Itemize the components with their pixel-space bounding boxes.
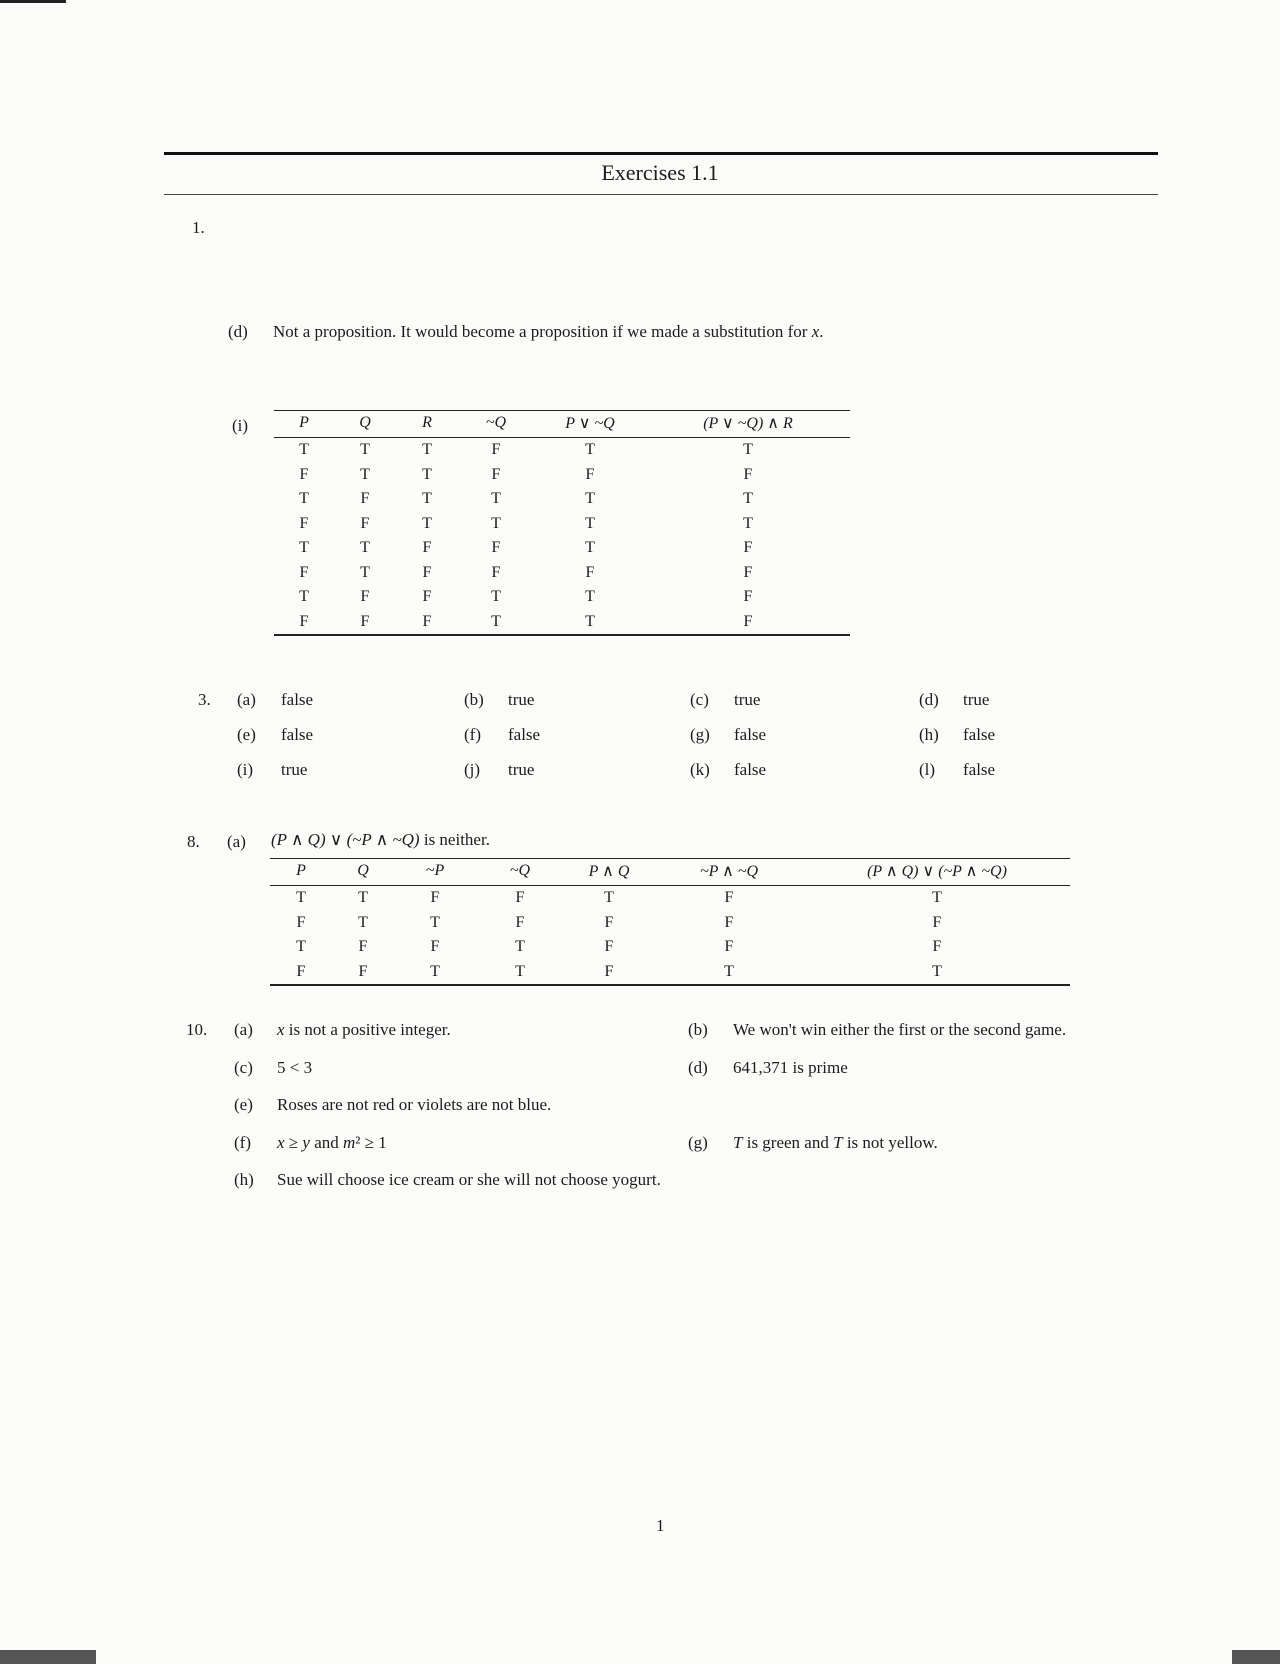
table-cell: F xyxy=(932,913,942,931)
table-cell: T xyxy=(534,610,646,636)
table-cell: T xyxy=(422,441,432,459)
table-cell: T xyxy=(360,539,370,557)
table-cell: T xyxy=(299,539,309,557)
table-cell: F xyxy=(299,514,309,532)
table-cell: F xyxy=(332,960,394,986)
table-row xyxy=(270,886,1070,911)
table-row xyxy=(270,911,1070,936)
table-cell: T xyxy=(491,514,501,532)
table-cell: T xyxy=(296,938,306,956)
table-cell: F xyxy=(422,539,432,557)
table-cell: F xyxy=(932,938,942,956)
answer-text: Sue will choose ice cream or she will not choose yogurt. xyxy=(277,1170,661,1189)
answer-label: (a) xyxy=(237,690,256,709)
answer-text: x ≥ y and m² ≥ 1 xyxy=(277,1133,387,1152)
header-rule-bottom xyxy=(164,194,1158,195)
header-cell: P ∨ ~Q xyxy=(534,411,646,438)
table-cell: T xyxy=(585,441,595,459)
table-row xyxy=(274,512,850,537)
answer-label: (f) xyxy=(234,1133,251,1152)
table-cell: F xyxy=(743,539,753,557)
table-cell: F xyxy=(515,889,525,907)
table-cell: F xyxy=(585,563,595,581)
answer-label: (f) xyxy=(464,725,481,744)
scan-mark-bottom-left xyxy=(0,1650,96,1664)
table-cell: T xyxy=(804,960,1070,986)
table-cell: F xyxy=(491,563,501,581)
table-cell: F xyxy=(422,588,432,606)
answer-value: false xyxy=(508,725,541,744)
table-cell: F xyxy=(430,889,440,907)
table-cell: F xyxy=(360,588,370,606)
table-cell: T xyxy=(360,563,370,581)
table-cell: F xyxy=(274,610,334,636)
answer-label: (e) xyxy=(234,1095,253,1114)
answer-value: true xyxy=(508,760,535,779)
table-cell: T xyxy=(932,889,942,907)
scan-mark-bottom-right xyxy=(1232,1650,1280,1664)
table-cell: T xyxy=(296,889,306,907)
problem-1-d-label: (d) xyxy=(228,322,248,341)
truth-table-8a-header xyxy=(270,859,1070,886)
table-cell: F xyxy=(724,913,734,931)
header-cell: (P ∨ ~Q) ∧ R xyxy=(646,411,850,438)
answer-value: false xyxy=(734,725,767,744)
table-row xyxy=(270,935,1070,960)
table-cell: T xyxy=(491,490,501,508)
header-cell: Q xyxy=(334,411,396,438)
table-cell: F xyxy=(604,913,614,931)
table-cell: T xyxy=(358,889,368,907)
table-cell: F xyxy=(491,539,501,557)
table-cell: F xyxy=(299,563,309,581)
table-cell: T xyxy=(476,960,564,986)
answer-label: (b) xyxy=(464,690,484,709)
table-cell: T xyxy=(299,588,309,606)
table-cell: T xyxy=(430,913,440,931)
table-row xyxy=(274,561,850,586)
table-cell: F xyxy=(334,610,396,636)
truth-table-8a xyxy=(270,858,1070,986)
header-cell: R xyxy=(396,411,458,438)
table-row xyxy=(270,960,1070,986)
answer-value: false xyxy=(963,725,996,744)
problem-1-number: 1. xyxy=(192,218,205,237)
answer-label: (e) xyxy=(237,725,256,744)
table-cell: F xyxy=(491,441,501,459)
table-cell: F xyxy=(491,465,501,483)
table-row xyxy=(274,610,850,636)
answer-label: (d) xyxy=(688,1058,708,1077)
problem-8-a-text: (P ∧ Q) ∨ (~P ∧ ~Q) is neither. xyxy=(271,830,490,849)
header-rule-top xyxy=(164,152,1158,155)
table-cell: F xyxy=(430,938,440,956)
answer-label: (l) xyxy=(919,760,936,779)
truth-table-1i xyxy=(274,410,850,636)
answer-label: (c) xyxy=(690,690,709,709)
problem-1-i-label: (i) xyxy=(232,416,249,435)
table-cell: T xyxy=(360,465,370,483)
header-cell: P xyxy=(274,411,334,438)
table-row xyxy=(274,487,850,512)
table-cell: T xyxy=(394,960,476,986)
answer-text: 5 < 3 xyxy=(277,1058,313,1077)
answer-text: x is not a positive integer. xyxy=(277,1020,451,1039)
answer-label: (g) xyxy=(690,725,710,744)
answer-label: (c) xyxy=(234,1058,253,1077)
table-row xyxy=(274,585,850,610)
table-cell: T xyxy=(422,490,432,508)
problem-10-number: 10. xyxy=(186,1020,208,1039)
table-cell: T xyxy=(743,490,753,508)
table-cell: F xyxy=(360,514,370,532)
table-cell: T xyxy=(360,441,370,459)
scan-mark-top-left xyxy=(0,0,66,3)
answer-label: (j) xyxy=(464,760,481,779)
answer-label: (i) xyxy=(237,760,254,779)
answer-value: false xyxy=(281,690,314,709)
table-cell: T xyxy=(585,514,595,532)
answer-label: (b) xyxy=(688,1020,708,1039)
table-cell: F xyxy=(646,610,850,636)
answer-label: (k) xyxy=(690,760,710,779)
problem-1-d-text: Not a proposition. It would become a proposition if we made a substitution for x. xyxy=(273,322,824,341)
answer-value: true xyxy=(281,760,308,779)
table-cell: T xyxy=(299,441,309,459)
table-cell: T xyxy=(604,889,614,907)
answer-value: true xyxy=(963,690,990,709)
answer-text: Roses are not red or violets are not blue. xyxy=(277,1095,552,1114)
table-cell: F xyxy=(396,610,458,636)
table-cell: T xyxy=(491,588,501,606)
answer-text: We won't win either the first or the second game. xyxy=(733,1020,1067,1039)
table-cell: F xyxy=(743,465,753,483)
table-cell: T xyxy=(458,610,534,636)
table-row xyxy=(274,438,850,463)
problem-8-number: 8. xyxy=(187,832,200,851)
answer-label: (h) xyxy=(919,725,939,744)
table-cell: T xyxy=(585,588,595,606)
table-cell: F xyxy=(358,938,368,956)
table-cell: F xyxy=(743,588,753,606)
header-cell: ~P xyxy=(394,859,476,886)
table-cell: T xyxy=(422,465,432,483)
table-cell: T xyxy=(585,539,595,557)
table-cell: T xyxy=(422,514,432,532)
table-cell: F xyxy=(270,960,332,986)
table-row xyxy=(274,463,850,488)
header-cell: P ∧ Q xyxy=(564,859,654,886)
answer-value: true xyxy=(508,690,535,709)
answer-label: (d) xyxy=(919,690,939,709)
table-cell: F xyxy=(604,938,614,956)
table-cell: F xyxy=(296,913,306,931)
header-cell: ~Q xyxy=(476,859,564,886)
answer-label: (a) xyxy=(234,1020,253,1039)
answer-value: false xyxy=(734,760,767,779)
table-cell: T xyxy=(515,938,525,956)
answer-value: true xyxy=(734,690,761,709)
problem-3-number: 3. xyxy=(198,690,211,709)
header-cell: Q xyxy=(332,859,394,886)
table-cell: F xyxy=(360,490,370,508)
table-cell: T xyxy=(743,441,753,459)
table-cell: T xyxy=(299,490,309,508)
problem-8-a-label: (a) xyxy=(227,832,246,851)
truth-table-1i-header xyxy=(274,411,850,438)
answer-text: T is green and T is not yellow. xyxy=(733,1133,938,1152)
table-cell: F xyxy=(299,465,309,483)
table-cell: F xyxy=(422,563,432,581)
answer-label: (h) xyxy=(234,1170,254,1189)
header-cell: ~Q xyxy=(458,411,534,438)
table-cell: T xyxy=(654,960,804,986)
table-cell: T xyxy=(585,490,595,508)
table-cell: F xyxy=(585,465,595,483)
answer-text: 641,371 is prime xyxy=(733,1058,848,1077)
header-cell: P xyxy=(270,859,332,886)
table-cell: T xyxy=(743,514,753,532)
table-cell: F xyxy=(564,960,654,986)
header-cell: (P ∧ Q) ∨ (~P ∧ ~Q) xyxy=(804,859,1070,886)
table-cell: F xyxy=(724,889,734,907)
page-number: 1 xyxy=(656,1516,665,1535)
header-cell: ~P ∧ ~Q xyxy=(654,859,804,886)
page-title: Exercises 1.1 xyxy=(601,160,719,185)
table-cell: F xyxy=(724,938,734,956)
table-cell: T xyxy=(358,913,368,931)
table-cell: F xyxy=(515,913,525,931)
table-cell: F xyxy=(743,563,753,581)
answer-label: (g) xyxy=(688,1133,708,1152)
table-row xyxy=(274,536,850,561)
answer-value: false xyxy=(281,725,314,744)
answer-value: false xyxy=(963,760,996,779)
